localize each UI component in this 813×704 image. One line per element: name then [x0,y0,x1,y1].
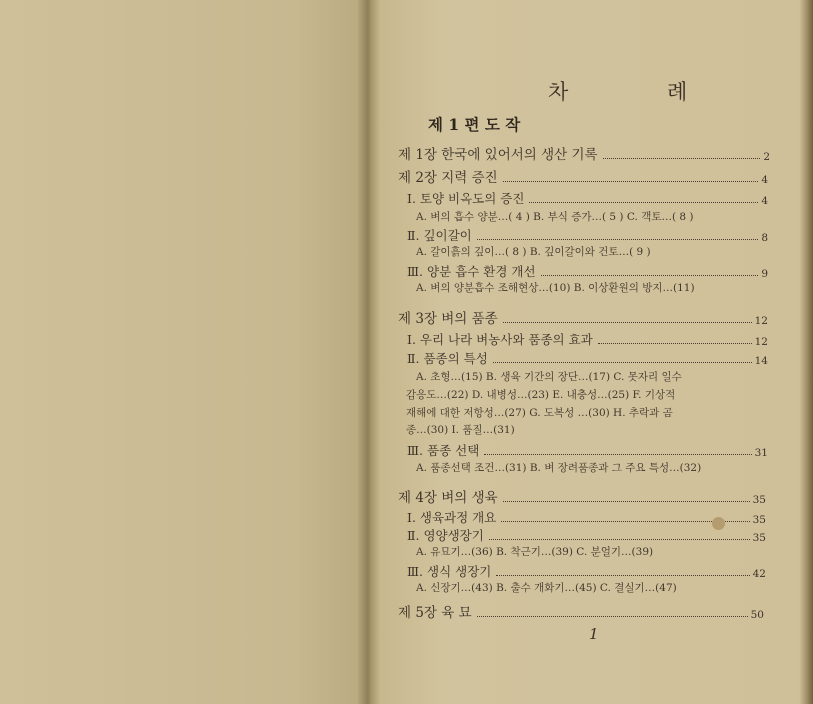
toc-page-number: 35 [752,514,766,526]
toc-subentries: A. 벼의 흡수 양분…( 4 ) B. 부식 증가…( 5 ) C. 객토…( 8 ) [416,211,694,223]
toc-entry-text: Ⅰ. 토양 비옥도의 증진 [407,191,525,206]
toc-subentries: 감응도…(22) D. 내병성…(23) E. 내충성…(25) F. 기상적 [406,389,676,401]
toc-page-number: 8 [761,232,768,244]
leader-dots [489,539,750,540]
toc-entry-text: Ⅰ. 우리 나라 벼농사와 품종의 효과 [407,332,593,347]
toc-page-number: 35 [752,494,766,506]
toc-page-number: 12 [754,315,768,327]
toc-subentries: 종…(30) I. 품질…(31) [406,424,515,436]
toc-entry-section [407,526,766,544]
paper-stain [712,517,725,530]
toc-subentries: A. 초형…(15) B. 생육 기간의 장단…(17) C. 못자리 일수 [416,371,682,383]
toc-entry-chapter-5 [398,601,764,621]
toc-entry-text: Ⅲ. 품종 선택 [407,443,480,458]
book-gutter [358,0,380,704]
toc-entry-text: Ⅱ. 품종의 특성 [407,351,488,366]
page-number: 1 [589,625,599,643]
toc-entry-chapter-2 [398,166,768,186]
leader-dots [503,322,752,323]
leader-dots [541,275,759,276]
toc-entry-chapter-1 [398,143,770,163]
toc-entry-section [407,189,768,207]
leader-dots [496,575,749,576]
toc-subentries: A. 품종선택 조건…(31) B. 벼 장려품종과 그 주요 특성…(32) [416,462,702,474]
toc-entry-section [407,349,768,367]
toc-subentries: 재해에 대한 저항성…(27) G. 도복성 …(30) H. 추락과 곰 [406,407,673,419]
leader-dots [477,616,748,617]
toc-subentries: A. 신장기…(43) B. 출수 개화기…(45) C. 결실기…(47) [416,582,677,594]
toc-page-number: 2 [763,151,770,163]
leader-dots [598,343,752,344]
toc-page-number: 14 [754,355,768,367]
part-title: 제 1 편 도 작 [428,115,521,134]
leader-dots [477,239,759,240]
toc-entry-text: Ⅱ. 깊이갈이 [407,228,472,243]
toc-page-number: 12 [754,336,768,348]
toc-entry-section [407,562,766,580]
toc-entry-section [407,226,768,244]
toc-entry-section [407,330,768,348]
toc-entry-text: 제 5장 육 묘 [398,605,472,621]
leader-dots [503,181,759,182]
leader-dots [603,158,761,159]
toc-page-number: 35 [752,532,766,544]
toc-page-number: 4 [761,174,768,186]
toc-page-number: 42 [752,568,766,580]
toc-page-number: 31 [754,447,768,459]
toc-entry-text: Ⅰ. 생육과정 개요 [407,510,497,525]
toc-entry-text: Ⅲ. 양분 흡수 환경 개선 [407,264,536,279]
toc-subentries: A. 갈이흙의 깊이…( 8 ) B. 깊이갈이와 건토…( 9 ) [416,246,651,258]
toc-title: 차 례 [548,80,734,104]
toc-entry-text: Ⅱ. 영양생장기 [407,528,484,543]
toc-page-number: 9 [761,268,768,280]
toc-entry-chapter-4 [398,486,766,506]
toc-entry-section [407,441,768,459]
leader-dots [503,501,750,502]
toc-page-number: 50 [750,609,764,621]
leader-dots [484,454,751,455]
page-edge-shadow [799,0,813,704]
toc-entry-text: 제 1장 한국에 있어서의 생산 기록 [398,147,598,163]
toc-entry-text: Ⅲ. 생식 생장기 [407,564,492,579]
toc-page-number: 4 [761,195,768,207]
left-blank-page [0,0,368,704]
leader-dots [493,362,752,363]
toc-entry-text: 제 4장 벼의 생육 [398,490,498,506]
toc-entry-text: 제 2장 지력 증진 [398,170,498,186]
toc-entry-section [407,262,768,280]
toc-subentries: A. 유묘기…(36) B. 착근기…(39) C. 분얼기…(39) [416,546,654,558]
leader-dots [529,202,758,203]
toc-entry-chapter-3 [398,307,768,327]
toc-entry-text: 제 3장 벼의 품종 [398,311,498,327]
toc-subentries: A. 벼의 양분흡수 조해현상…(10) B. 이상환원의 방지…(11) [416,282,695,294]
